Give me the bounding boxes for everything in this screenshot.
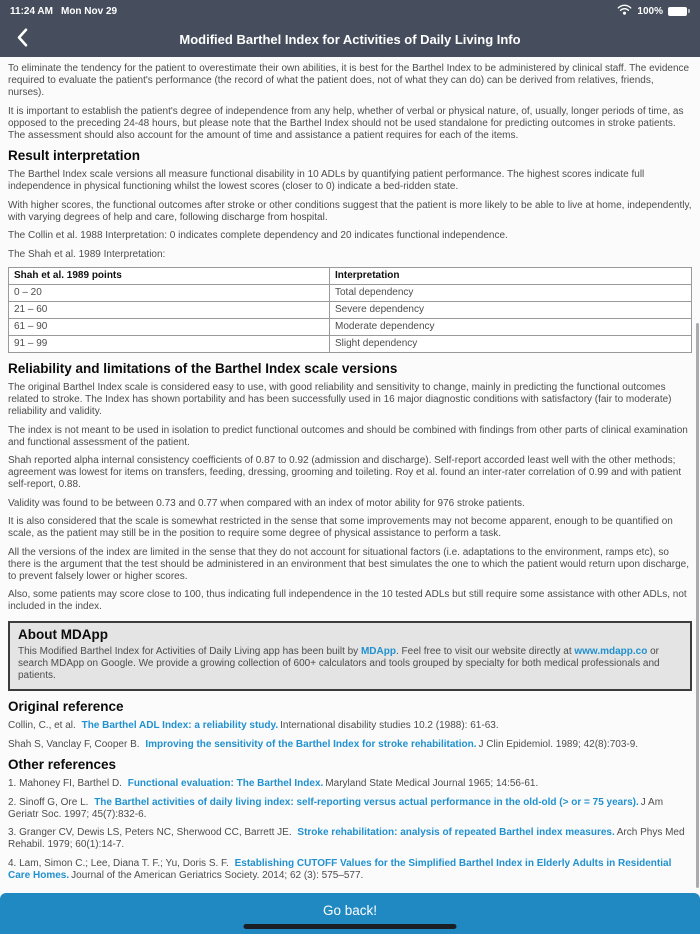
original-reference-heading: Original reference <box>8 699 124 714</box>
reference-link[interactable]: Functional evaluation: The Barthel Index. <box>127 778 324 789</box>
table-cell-points: 61 – 90 <box>9 319 330 336</box>
page-title: Modified Barthel Index for Activities of Daily Living Info <box>179 32 521 47</box>
reference-link[interactable]: Establishing CUTOFF Values for the Simplified Barthel Index in Elderly Adults in Residential Care Homes. <box>8 857 672 881</box>
reference-item <box>8 778 692 790</box>
other-references-section <box>8 757 692 882</box>
go-back-button-label: Go back! <box>322 903 378 918</box>
intro-paragraph: To eliminate the tendency for the patient to overestimate their own abilities, it is best for the Barthel Index to be administered by clinical staff. The evidence required to evaluate the patient's performance (the record of what the patient does, not of what they can do) can be derived from relatives, friends, nurses). <box>8 63 690 98</box>
mdapp-website-link[interactable]: www.mdapp.co <box>574 646 648 657</box>
table-row <box>9 285 692 302</box>
about-mdapp-box <box>8 621 692 691</box>
about-text <box>18 646 682 682</box>
reference-citation: J Clin Epidemiol. 1989; 42(8):703-9. <box>478 738 639 750</box>
reference-authors: Collin, C., et al. <box>8 720 79 731</box>
status-date: Mon Nov 29 <box>60 5 118 17</box>
intro-paragraph: It is important to establish the patient's degree of independence from any help, whether of verbal or physical nature, of, usually, longer periods of time, as opposed to the preceding 24-48 hours, but please note that the Barthel Index should not be used standalone for predicting outcomes in stroke patients. The assessment should also account for the amount of time and assistance a patient requires for each of the items. <box>8 105 684 141</box>
result-paragraph: The Shah et al. 1989 Interpretation: <box>8 248 166 260</box>
about-text-part: This Modified Barthel Index for Activities of Daily Living app has been built by <box>18 646 361 657</box>
home-indicator[interactable] <box>244 924 457 929</box>
reliability-paragraph: Validity was found to be between 0.73 and 0.77 when compared with an index of motor ability for 976 stroke patients. <box>8 497 525 509</box>
table-cell-points: 0 – 20 <box>9 285 330 302</box>
reference-citation: International disability studies 10.2 (1988): 61-63. <box>280 720 499 731</box>
reference-authors: Shah S, Vanclay F, Cooper B. <box>8 738 143 750</box>
table-cell-interpretation: Total dependency <box>330 285 692 302</box>
other-references-heading: Other references <box>8 757 117 772</box>
reference-link[interactable]: The Barthel activities of daily living index: self-reporting versus actual performance in the old-old (> or = 75 years). <box>94 796 639 808</box>
about-text-part: . Feel free to visit our website directly at <box>395 646 575 657</box>
reference-authors: 1. Mahoney FI, Barthel D. <box>8 778 125 789</box>
reference-citation: Arch Phys Med Rehabil. 1979; 60(1):14-7. <box>8 827 685 850</box>
table-row <box>9 319 692 336</box>
table-header-row <box>9 268 692 285</box>
table-cell-points: 21 – 60 <box>9 302 330 319</box>
battery-icon <box>668 7 690 16</box>
nav-bar <box>0 22 700 57</box>
interpretation-table <box>8 267 692 353</box>
about-text-part: or search MDApp on Google. We provide a growing collection of 600+ calculators and tools grouped by specialty for both medical professionals and patients. <box>18 646 660 681</box>
reference-item <box>8 720 692 732</box>
reliability-paragraph: All the versions of the index are limited in the sense that they do not account for situational factors (i.e. adaptations to the environment, ramps etc), so there is the argument that the test should be administered in an environment that best simulates the one to which the patient would return upon discharge, to prevent falsely lower or higher scores. <box>8 546 689 582</box>
table-cell-interpretation: Moderate dependency <box>330 319 692 336</box>
wifi-icon <box>617 4 632 18</box>
table-cell-points: 91 – 99 <box>9 336 330 353</box>
table-row <box>9 336 692 353</box>
reliability-paragraph: It is also considered that the scale is somewhat restricted in the sense that some improvements may not become apparent, enough to be quantified on scale, as the patient may still be in the position to require some degree of physical assistance to perform a task. <box>8 516 673 539</box>
reference-item <box>8 739 692 751</box>
reference-citation: Journal of the American Geriatrics Society. 2014; 62 (3): 575–577. <box>71 869 364 881</box>
table-header-cell: Shah et al. 1989 points <box>9 268 330 285</box>
reliability-paragraph: Shah reported alpha internal consistency coefficients of 0.87 to 0.92 (admission and discharge). Self-report accorded least well with the other methods; agreement was lowest for items on transfers, feeding, dressing, grooming and toileting. Roy et al. found an inter-rater correlation of 0.99 and with patient self-report, 0.88. <box>8 455 682 490</box>
reference-item <box>8 827 692 851</box>
result-interpretation-heading: Result interpretation <box>8 148 141 163</box>
original-reference-section <box>8 699 692 751</box>
status-bar <box>0 0 700 22</box>
mdapp-link[interactable]: MDApp <box>360 646 396 657</box>
result-paragraph: The Barthel Index scale versions all measure functional disability in 10 ADLs by quantifying patient performance. The highest scores indicate full independence in physical functioning whilst the lowest scores (closer to 0) indicate a bed-ridden state. <box>8 169 645 192</box>
back-button[interactable] <box>10 28 34 52</box>
scrollbar[interactable] <box>696 323 699 888</box>
about-heading: About MDApp <box>18 627 108 642</box>
table-row <box>9 302 692 319</box>
reliability-heading: Reliability and limitations of the Barthel Index scale versions <box>8 361 398 376</box>
reference-citation: J Am Geriatr Soc. 1997; 45(7):832-6. <box>8 796 664 820</box>
reference-link[interactable]: Improving the sensitivity of the Barthel Index for stroke rehabilitation. <box>145 738 477 750</box>
table-cell-interpretation: Slight dependency <box>330 336 692 353</box>
reference-authors: 4. Lam, Simon C.; Lee, Diana T. F.; Yu, Doris S. F. <box>8 857 232 869</box>
reference-link[interactable]: Stroke rehabilitation: analysis of repeated Barthel index measures. <box>297 827 615 838</box>
reference-authors: 3. Granger CV, Dewis LS, Peters NC, Sherwood CC, Barrett JE. <box>8 827 295 838</box>
reference-item <box>8 858 692 882</box>
reference-citation: Maryland State Medical Journal 1965; 14:56-61. <box>325 778 539 789</box>
status-time: 11:24 AM <box>10 5 53 17</box>
result-paragraph: The Collin et al. 1988 Interpretation: 0 indicates complete dependency and 20 indicates functional independence. <box>8 230 508 241</box>
result-paragraph: With higher scores, the functional outcomes after stroke or other conditions suggest that the patient is more likely to be able to live at home, independently, with varying degrees of help and care, following discharge from hospital. <box>8 199 692 223</box>
content-area <box>0 57 700 893</box>
reference-link[interactable]: The Barthel ADL Index: a reliability study. <box>81 720 279 731</box>
table-cell-interpretation: Severe dependency <box>330 302 692 319</box>
battery-percent: 100% <box>637 5 663 17</box>
reference-item <box>8 797 692 821</box>
table-header-cell: Interpretation <box>330 268 692 285</box>
reliability-paragraph: The index is not meant to be used in isolation to predict functional outcomes and should be combined with findings from other parts of clinical examination and functional assessment of the patient. <box>8 424 688 448</box>
chevron-left-icon <box>16 28 28 52</box>
reference-authors: 2. Sinoff G, Ore L. <box>8 796 92 808</box>
reliability-paragraph: Also, some patients may score close to 100, thus indicating full independence in the 10 tested ADLs but still require some assistance with other ADLs, not included in the index. <box>8 589 687 612</box>
reliability-paragraph: The original Barthel Index scale is considered easy to use, with good reliability and sensitivity to change, mainly in predicting the functional outcomes related to stroke. The Index has shown portability and has been successfully used in 16 major diagnostic conditions with satisfactory (fair to moderate) reliability and validity. <box>8 382 672 417</box>
